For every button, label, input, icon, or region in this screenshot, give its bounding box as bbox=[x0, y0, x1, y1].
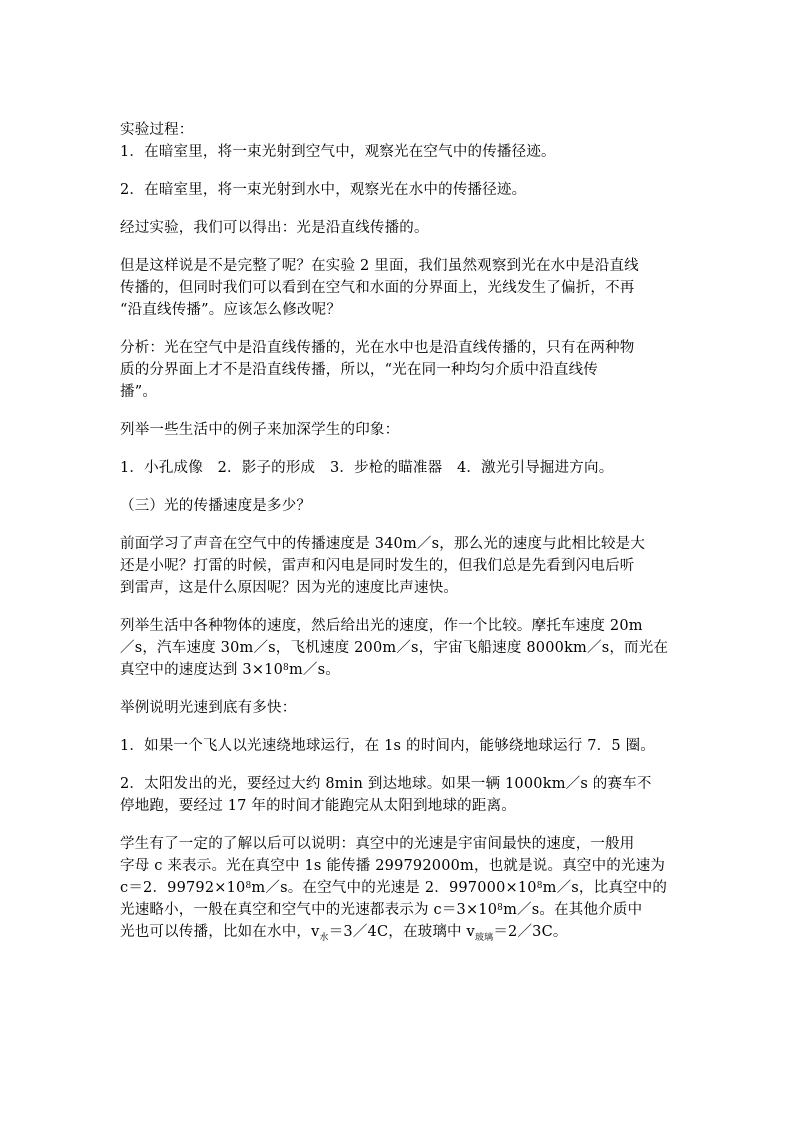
question-line-3: “沿直线传播”。应该怎么修改呢？ bbox=[120, 302, 342, 318]
speed-line-3: 到雷声，这是什么原因呢？因为光的速度比声速快。 bbox=[120, 580, 459, 596]
experiment-heading: 实验过程： bbox=[120, 122, 194, 138]
compare-line-3-a: 真空中的速度达到 3×10 bbox=[120, 662, 284, 678]
conclusion-text: 经过实验，我们可以得出：光是沿直线传播的。 bbox=[120, 220, 429, 236]
examples-intro: 列举一些生活中的例子来加深学生的印象： bbox=[120, 422, 400, 438]
speed-line-1: 前面学习了声音在空气中的传播速度是 340m／s，那么光的速度与此相比较是大 bbox=[120, 536, 646, 552]
final-line-3-a: c＝2．99792×10 bbox=[120, 880, 246, 896]
examples-list: 1．小孔成像 2．影子的形成 3．步枪的瞄准器 4．激光引导掘进方向。 bbox=[120, 460, 614, 476]
experiment-step-1: 1．在暗室里，将一束光射到空气中，观察光在空气中的传播径迹。 bbox=[120, 144, 556, 160]
final-line-4-sup: 8 bbox=[497, 903, 504, 913]
final-line-3-c: m／s，比真空中的 bbox=[542, 880, 668, 896]
final-line-3-sup2: 8 bbox=[536, 881, 543, 891]
fast-example-2-line-1: 2．太阳发出的光，要经过大约 8min 到达地球。如果一辆 1000km／s 的赛车不 bbox=[120, 776, 652, 792]
question-line-1: 但是这样说是不是完整了呢？在实验 2 里面，我们虽然观察到光在水中是沿直线 bbox=[120, 258, 639, 274]
speed-line-2: 还是小呢？打雷的时候，雷声和闪电是同时发生的，但我们总是先看到闪电后听 bbox=[120, 558, 635, 574]
final-line-4 bbox=[120, 899, 680, 921]
final-line-3-b: m／s。在空气中的光速是 2．997000×10 bbox=[251, 880, 537, 896]
final-line-5 bbox=[120, 921, 680, 949]
final-line-3-sup: 8 bbox=[245, 881, 252, 891]
analysis-line-3: 播”。 bbox=[120, 384, 158, 400]
fast-example-1: 1．如果一个飞人以光速绕地球运行，在 1s 的时间内，能够绕地球运行 7．5 圈。 bbox=[120, 738, 655, 754]
question-line-2: 传播的，但同时我们可以看到在空气和水面的分界面上，光线发生了偏折，不再 bbox=[120, 280, 635, 296]
compare-line-3-b: m／s。 bbox=[288, 662, 340, 678]
final-line-4-b: m／s。在其他介质中 bbox=[503, 902, 643, 918]
compare-line-3-sup: 8 bbox=[283, 663, 289, 673]
document-page bbox=[120, 119, 680, 949]
final-line-4-a: 光速略小，一般在真空和空气中的光速都表示为 c＝3×10 bbox=[120, 902, 498, 918]
final-line-2: 字母 c 来表示。光在真空中 1s 能传播 299792000m，也就是说。真空中的光速为 bbox=[120, 858, 666, 874]
final-line-3 bbox=[120, 877, 680, 899]
compare-line-3 bbox=[120, 659, 680, 681]
final-line-5-a: 光也可以传播，比如在水中，v bbox=[120, 924, 320, 940]
experiment-step-2: 2．在暗室里，将一束光射到水中，观察光在水中的传播径迹。 bbox=[120, 182, 527, 198]
final-line-5-sub: 水 bbox=[319, 932, 329, 943]
final-line-5-c: ＝2／3C。 bbox=[493, 924, 568, 940]
section-3-heading: （三）光的传播速度是多少？ bbox=[120, 498, 312, 514]
fast-intro: 举例说明光速到底有多快： bbox=[120, 700, 297, 716]
final-line-5-sub2: 玻璃 bbox=[474, 932, 494, 943]
fast-example-2-line-2: 停地跑，要经过 17 年的时间才能跑完从太阳到地球的距离。 bbox=[120, 798, 516, 814]
compare-line-1: 列举生活中各种物体的速度，然后给出光的速度，作一个比较。摩托车速度 20m bbox=[120, 618, 643, 634]
final-line-1: 学生有了一定的了解以后可以说明：真空中的光速是宇宙间最快的速度，一般用 bbox=[120, 836, 635, 852]
final-line-5-b: ＝3／4C，在玻璃中 v bbox=[328, 924, 475, 940]
analysis-line-1: 分析：光在空气中是沿直线传播的，光在水中也是沿直线传播的，只有在两种物 bbox=[120, 340, 635, 356]
compare-line-2: ／s，汽车速度 30m／s，飞机速度 200m／s，宇宙飞船速度 8000km／s，而光在 bbox=[120, 640, 669, 656]
analysis-line-2: 质的分界面上才不是沿直线传播，所以，“光在同一种均匀介质中沿直线传 bbox=[120, 362, 599, 378]
